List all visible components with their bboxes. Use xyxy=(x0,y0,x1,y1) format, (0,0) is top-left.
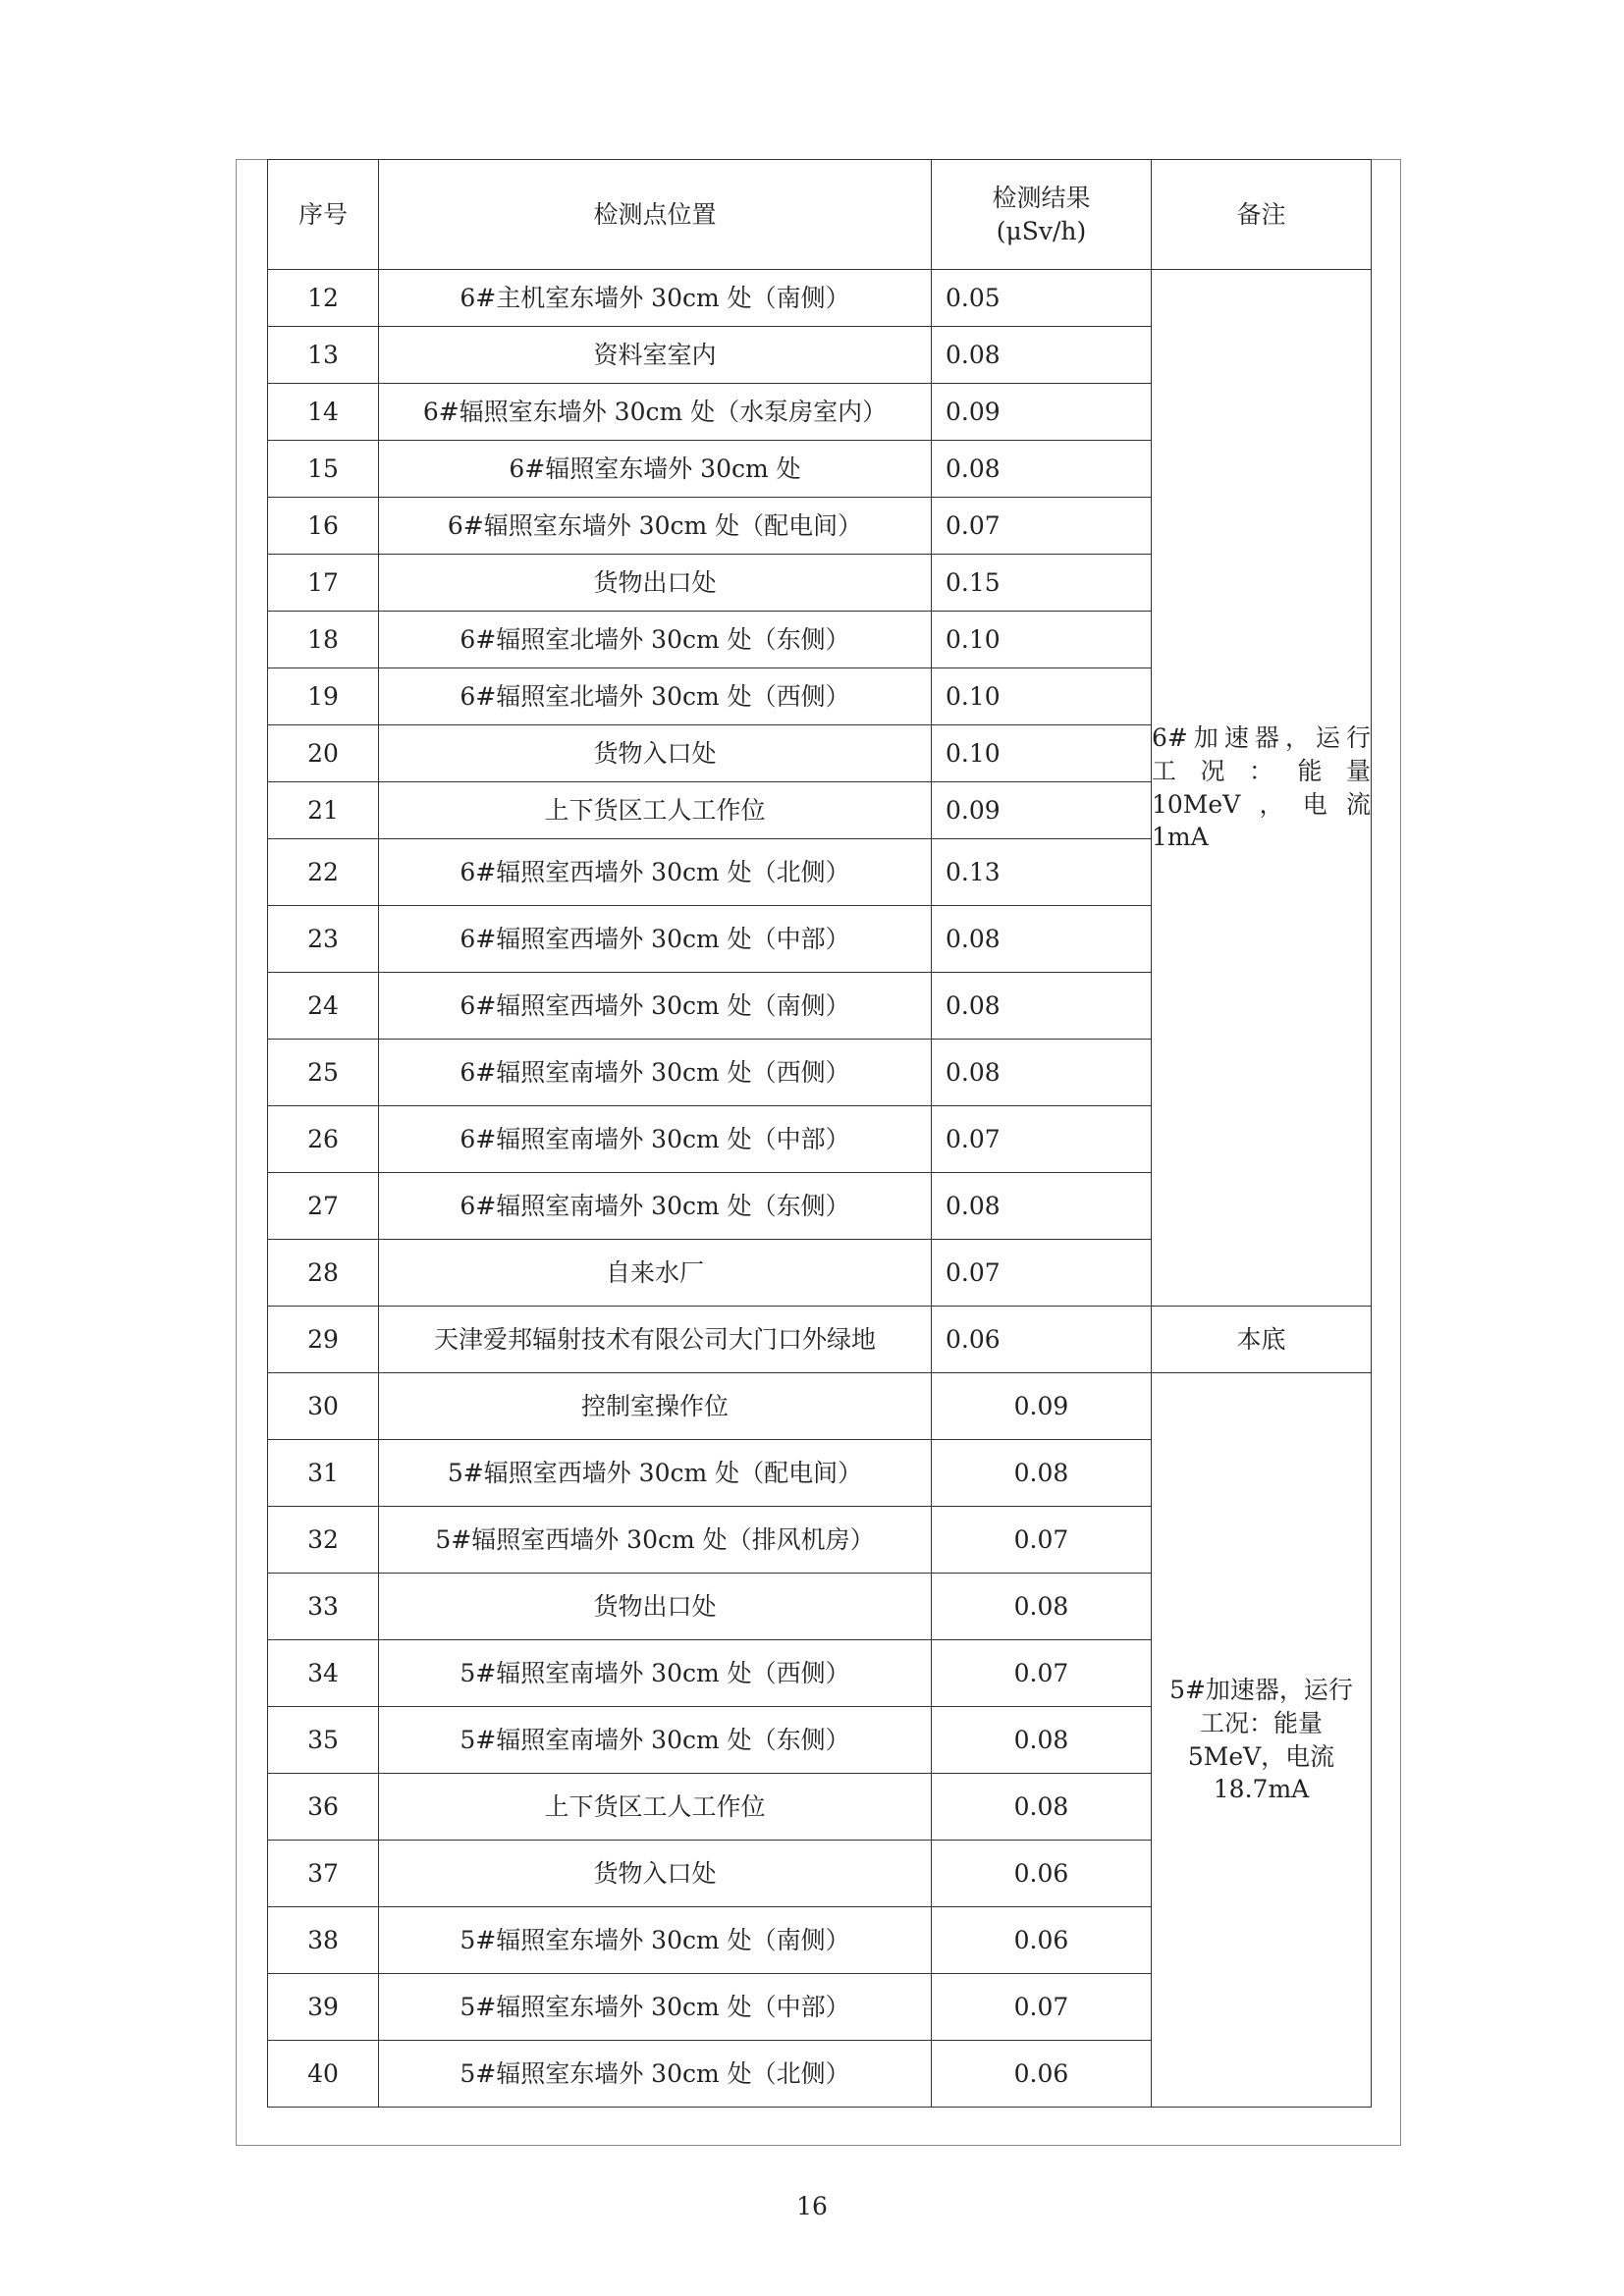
remark-5-line-2: 工况：能量 xyxy=(1199,1708,1323,1737)
row-location: 5#辐照室南墙外 30cm 处（东侧） xyxy=(379,1707,932,1774)
row-result: 0.09 xyxy=(932,384,1152,441)
row-result: 0.08 xyxy=(932,441,1152,498)
row-result: 0.08 xyxy=(932,1173,1152,1240)
row-location: 货物出口处 xyxy=(379,1574,932,1640)
row-result: 0.08 xyxy=(932,1440,1152,1507)
row-location: 6#辐照室北墙外 30cm 处（东侧） xyxy=(379,612,932,668)
row-location: 6#辐照室东墙外 30cm 处（水泵房室内） xyxy=(379,384,932,441)
row-seq: 37 xyxy=(268,1841,379,1907)
row-location: 6#辐照室南墙外 30cm 处（西侧） xyxy=(379,1040,932,1106)
row-result: 0.07 xyxy=(932,1507,1152,1574)
row-seq: 29 xyxy=(268,1307,379,1373)
row-seq: 16 xyxy=(268,498,379,555)
remark-background: 本底 xyxy=(1152,1307,1372,1373)
row-result: 0.10 xyxy=(932,612,1152,668)
row-seq: 32 xyxy=(268,1507,379,1574)
row-seq: 21 xyxy=(268,782,379,839)
remark-5-line-3: 5MeV，电流 xyxy=(1187,1741,1335,1771)
row-seq: 34 xyxy=(268,1640,379,1707)
measurement-table xyxy=(267,159,1372,2108)
row-result: 0.07 xyxy=(932,1106,1152,1173)
row-seq: 14 xyxy=(268,384,379,441)
row-location: 上下货区工人工作位 xyxy=(379,782,932,839)
row-seq: 13 xyxy=(268,327,379,384)
remark-6-line-1: 6#加速器，运行 xyxy=(1152,723,1371,752)
row-location: 货物出口处 xyxy=(379,555,932,612)
row-location: 6#辐照室东墙外 30cm 处（配电间） xyxy=(379,498,932,555)
row-seq: 40 xyxy=(268,2041,379,2108)
row-result: 0.07 xyxy=(932,1974,1152,2041)
row-seq: 30 xyxy=(268,1373,379,1440)
table-header-row xyxy=(268,160,1372,270)
row-seq: 19 xyxy=(268,668,379,725)
row-location: 天津爱邦辐射技术有限公司大门口外绿地 xyxy=(379,1307,932,1373)
row-seq: 31 xyxy=(268,1440,379,1507)
row-result: 0.10 xyxy=(932,668,1152,725)
row-seq: 15 xyxy=(268,441,379,498)
row-result: 0.08 xyxy=(932,1040,1152,1106)
row-location: 5#辐照室西墙外 30cm 处（排风机房） xyxy=(379,1507,932,1574)
row-result: 0.05 xyxy=(932,270,1152,327)
row-result: 0.08 xyxy=(932,1707,1152,1774)
row-location: 6#辐照室北墙外 30cm 处（西侧） xyxy=(379,668,932,725)
row-location: 5#辐照室东墙外 30cm 处（南侧） xyxy=(379,1907,932,1974)
row-result: 0.06 xyxy=(932,1907,1152,1974)
row-result: 0.06 xyxy=(932,1841,1152,1907)
row-seq: 12 xyxy=(268,270,379,327)
row-location: 上下货区工人工作位 xyxy=(379,1774,932,1841)
row-result: 0.08 xyxy=(932,906,1152,973)
row-location: 6#辐照室西墙外 30cm 处（中部） xyxy=(379,906,932,973)
row-seq: 23 xyxy=(268,906,379,973)
row-result: 0.09 xyxy=(932,782,1152,839)
row-result: 0.13 xyxy=(932,839,1152,906)
row-result: 0.08 xyxy=(932,327,1152,384)
row-result: 0.08 xyxy=(932,1574,1152,1640)
table-row xyxy=(268,1307,1372,1373)
header-seq: 序号 xyxy=(268,160,379,270)
row-seq: 28 xyxy=(268,1240,379,1307)
row-location: 货物入口处 xyxy=(379,725,932,782)
remark-6-line-4: 1mA xyxy=(1152,823,1209,852)
row-result: 0.06 xyxy=(932,1307,1152,1373)
row-location: 5#辐照室南墙外 30cm 处（西侧） xyxy=(379,1640,932,1707)
header-remark: 备注 xyxy=(1152,160,1372,270)
page-number: 16 xyxy=(796,2192,828,2220)
row-location: 资料室室内 xyxy=(379,327,932,384)
row-result: 0.10 xyxy=(932,725,1152,782)
header-result xyxy=(932,160,1152,270)
row-location: 自来水厂 xyxy=(379,1240,932,1307)
row-result: 0.08 xyxy=(932,973,1152,1040)
row-seq: 20 xyxy=(268,725,379,782)
row-seq: 38 xyxy=(268,1907,379,1974)
row-result: 0.08 xyxy=(932,1774,1152,1841)
remark-6-accelerator xyxy=(1152,270,1372,1307)
row-seq: 24 xyxy=(268,973,379,1040)
remark-5-line-4: 18.7mA xyxy=(1213,1775,1310,1804)
table-row xyxy=(268,270,1372,327)
remark-6-line-3: 10MeV，电流 xyxy=(1152,789,1371,819)
row-seq: 17 xyxy=(268,555,379,612)
row-location: 控制室操作位 xyxy=(379,1373,932,1440)
row-result: 0.07 xyxy=(932,1240,1152,1307)
row-seq: 35 xyxy=(268,1707,379,1774)
row-location: 6#辐照室东墙外 30cm 处 xyxy=(379,441,932,498)
row-seq: 39 xyxy=(268,1974,379,2041)
row-location: 6#辐照室西墙外 30cm 处（北侧） xyxy=(379,839,932,906)
row-location: 6#辐照室南墙外 30cm 处（中部） xyxy=(379,1106,932,1173)
remark-5-line-1: 5#加速器，运行 xyxy=(1169,1676,1353,1704)
row-result: 0.09 xyxy=(932,1373,1152,1440)
row-result: 0.15 xyxy=(932,555,1152,612)
row-seq: 25 xyxy=(268,1040,379,1106)
row-location: 6#主机室东墙外 30cm 处（南侧） xyxy=(379,270,932,327)
row-result: 0.06 xyxy=(932,2041,1152,2108)
row-location: 5#辐照室东墙外 30cm 处（中部） xyxy=(379,1974,932,2041)
row-location: 5#辐照室西墙外 30cm 处（配电间） xyxy=(379,1440,932,1507)
row-result: 0.07 xyxy=(932,1640,1152,1707)
row-seq: 22 xyxy=(268,839,379,906)
row-seq: 27 xyxy=(268,1173,379,1240)
row-result: 0.07 xyxy=(932,498,1152,555)
remark-5-accelerator xyxy=(1152,1373,1372,2108)
row-location: 6#辐照室西墙外 30cm 处（南侧） xyxy=(379,973,932,1040)
row-seq: 18 xyxy=(268,612,379,668)
row-seq: 26 xyxy=(268,1106,379,1173)
header-location: 检测点位置 xyxy=(379,160,932,270)
header-result-title: 检测结果 xyxy=(992,183,1091,212)
header-result-unit: (μSv/h) xyxy=(996,216,1087,245)
row-seq: 36 xyxy=(268,1774,379,1841)
row-location: 6#辐照室南墙外 30cm 处（东侧） xyxy=(379,1173,932,1240)
row-location: 货物入口处 xyxy=(379,1841,932,1907)
row-seq: 33 xyxy=(268,1574,379,1640)
remark-6-line-2: 工况：能量 xyxy=(1152,756,1371,785)
row-location: 5#辐照室东墙外 30cm 处（北侧） xyxy=(379,2041,932,2108)
table-row xyxy=(268,1373,1372,1440)
